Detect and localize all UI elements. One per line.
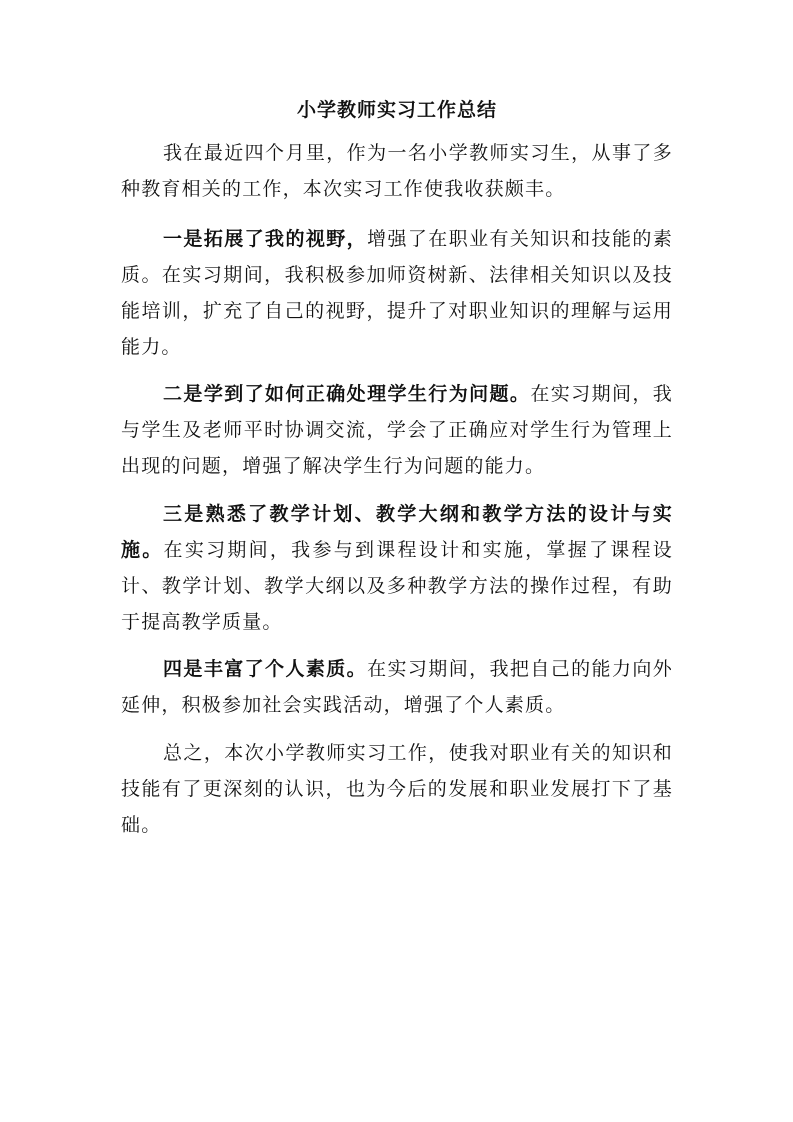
section-heading-4: 四是丰富了个人素质。 xyxy=(163,658,368,680)
section-paragraph-4 xyxy=(121,651,673,723)
section-paragraph-3 xyxy=(121,496,673,640)
section-heading-2: 二是学到了如何正确处理学生行为问题。 xyxy=(163,383,531,405)
section-body-2: 在实习期间，我与学生及老师平时协调交流，学会了正确应对学生行为管理上出现的问题，增强了解决学生行为问题的能力。 xyxy=(121,383,673,477)
intro-paragraph: 我在最近四个月里，作为一名小学教师实习生，从事了多种教育相关的工作，本次实习工作使我收获颇丰。 xyxy=(121,142,673,200)
section-body-3: 在实习期间，我参与到课程设计和实施，掌握了课程设计、教学计划、教学大纲以及多种教学方法的操作过程，有助于提高教学质量。 xyxy=(121,539,673,633)
document-title: 小学教师实习工作总结 xyxy=(296,99,497,121)
section-paragraph-2 xyxy=(121,376,673,484)
section-body-1: 增强了在职业有关知识和技能的素质。在实习期间，我积极参加师资树新、法律相关知识以及技能培训，扩充了自己的视野，提升了对职业知识的理解与运用能力。 xyxy=(121,228,673,358)
section-body-4: 在实习期间，我把自己的能力向外延伸，积极参加社会实践活动，增强了个人素质。 xyxy=(121,658,673,716)
section-heading-1: 一是拓展了我的视野， xyxy=(163,228,368,250)
conclusion-paragraph: 总之，本次小学教师实习工作，使我对职业有关的知识和技能有了更深刻的认识，也为今后的发展和职业发展打下了基础。 xyxy=(121,742,673,836)
section-heading-3: 三是熟悉了教学计划、教学大纲和教学方法的设计与实施。 xyxy=(121,503,673,561)
document-body xyxy=(121,92,673,843)
section-paragraph-1 xyxy=(121,221,673,365)
